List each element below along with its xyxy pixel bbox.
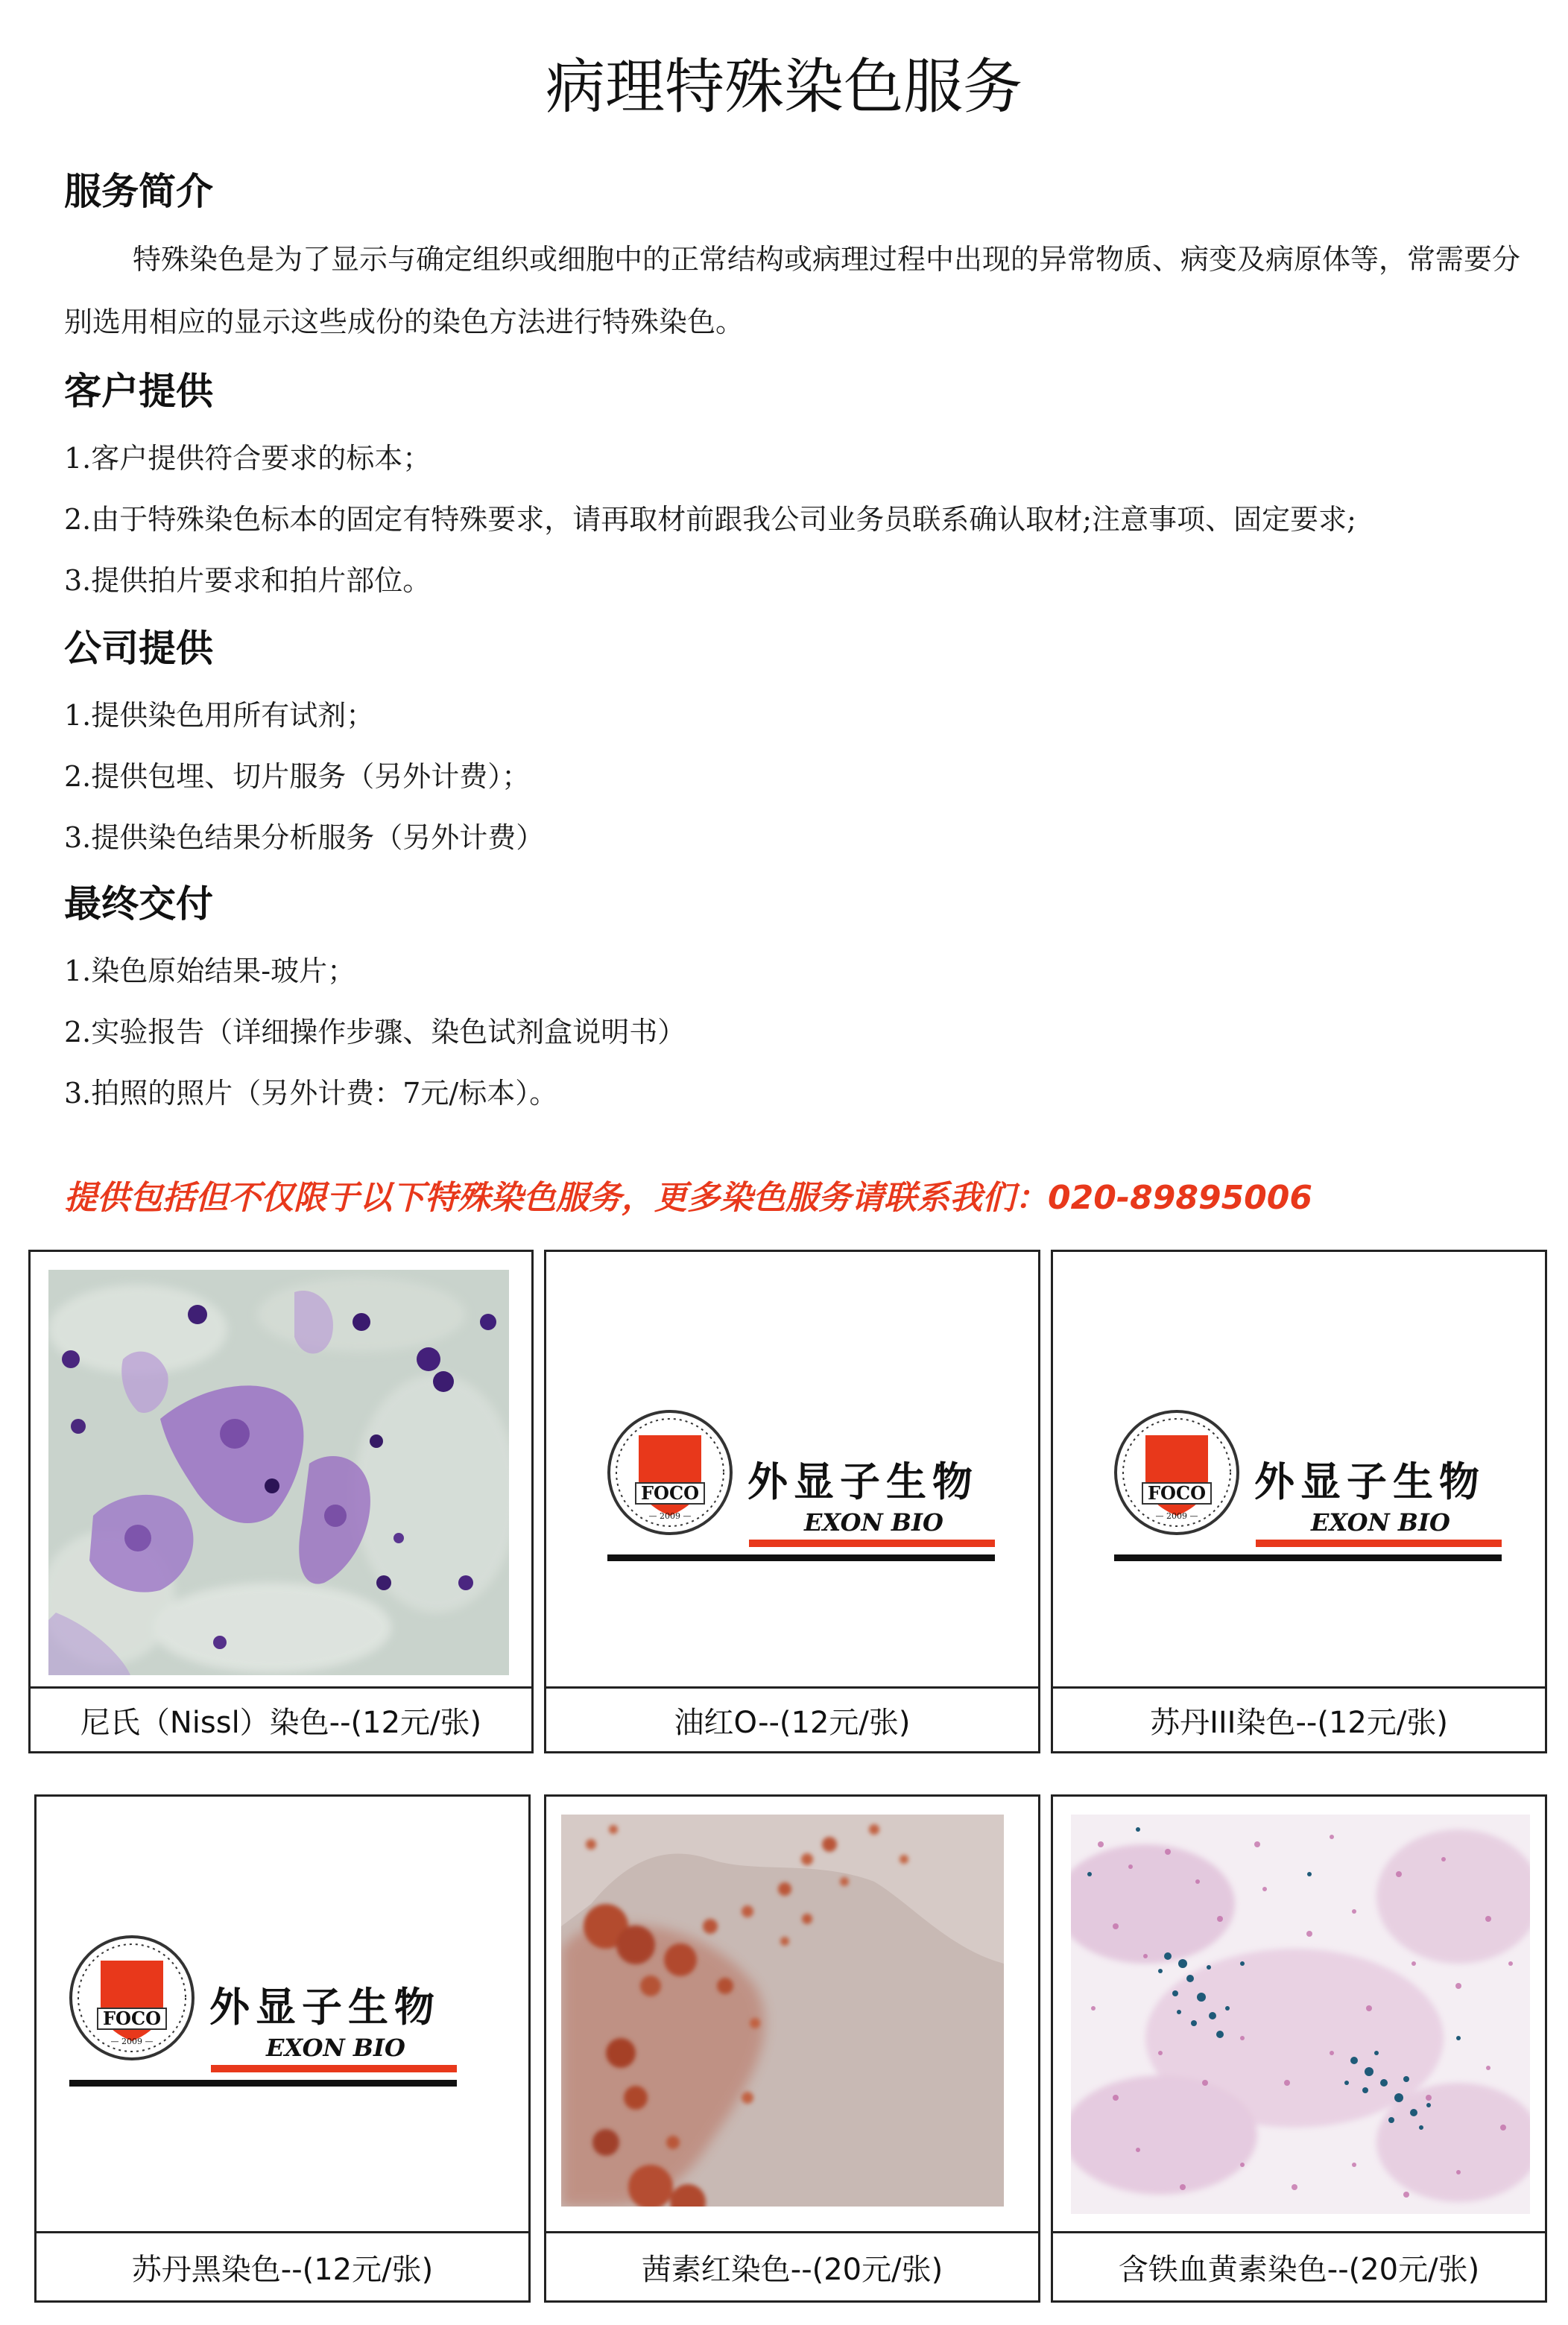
logo-black-bar: [1114, 1554, 1502, 1561]
stain-card-sudan-black: [34, 1794, 531, 2303]
intro-text: 特殊染色是为了显示与确定组织或细胞中的正常结构或病理过程中出现的异常物质、病变及病原体等，常需要分别选用相应的显示这些成份的染色方法进行特殊染色。: [64, 243, 1521, 338]
nissl-stain-photo: [48, 1270, 509, 1675]
customer-section: [64, 365, 1525, 611]
delivery-heading: 最终交付: [64, 882, 213, 926]
delivery-item: 1.染色原始结果-玻片；: [64, 955, 356, 987]
logo-cn-text: 外显子生物: [209, 1984, 440, 2031]
intro-section: [64, 165, 1525, 353]
hemosiderin-stain-photo: [1071, 1815, 1530, 2214]
stain-card-alizarin-red: [544, 1794, 1040, 2303]
delivery-section: [64, 878, 1525, 1124]
logo-red-bar: [211, 2065, 457, 2072]
logo-en-text: EXON BIO: [804, 1508, 943, 1537]
svg-text:— 2009 —: — 2009 —: [1155, 1511, 1198, 1521]
svg-text:FOCO: FOCO: [103, 2008, 161, 2029]
contact-notice: 提供包括但不仅限于以下特殊染色服务，更多染色服务请联系我们：020-89895006: [64, 1179, 1313, 1217]
delivery-item: 2.实验报告（详细操作步骤、染色试剂盒说明书）: [64, 1016, 686, 1048]
company-section: [64, 622, 1525, 868]
foco-seal-icon: [1110, 1405, 1251, 1547]
stain-card-nissl: [28, 1250, 534, 1753]
foco-seal-icon: [603, 1405, 745, 1547]
stain-caption: 苏丹III染色--(12元/张): [1053, 1686, 1545, 1751]
svg-text:FOCO: FOCO: [1148, 1482, 1206, 1504]
stain-card-hemosiderin: [1051, 1794, 1547, 2303]
stain-caption: 尼氏（Nissl）染色--(12元/张): [31, 1686, 531, 1751]
delivery-item: 3.拍照的照片（另外计费：7元/标本）。: [64, 1077, 558, 1110]
stain-card-sudan-iii: [1051, 1250, 1547, 1753]
company-item: 1.提供染色用所有试剂；: [64, 699, 375, 732]
logo-en-text: EXON BIO: [1311, 1508, 1450, 1537]
intro-heading: 服务简介: [64, 170, 213, 213]
alizarin-red-photo: [561, 1815, 1004, 2207]
customer-heading: 客户提供: [64, 370, 213, 413]
company-item: 3.提供染色结果分析服务（另外计费）: [64, 821, 545, 854]
logo-cn-text: 外显子生物: [1254, 1458, 1485, 1505]
stain-caption: 苏丹黑染色--(12元/张): [37, 2231, 528, 2300]
company-heading: 公司提供: [64, 627, 213, 670]
svg-text:— 2009 —: — 2009 —: [110, 2037, 154, 2046]
stain-card-oil-red-o: [544, 1250, 1040, 1753]
customer-item: 1.客户提供符合要求的标本；: [64, 442, 431, 475]
logo-black-bar: [69, 2080, 457, 2087]
logo-black-bar: [607, 1554, 995, 1561]
stain-caption: 茜素红染色--(20元/张): [546, 2231, 1038, 2300]
customer-item: 3.提供拍片要求和拍片部位。: [64, 564, 431, 597]
exon-bio-logo: [1110, 1405, 1505, 1554]
foco-seal-icon: [65, 1931, 206, 2072]
stain-caption: 油红O--(12元/张): [546, 1686, 1038, 1751]
stain-caption: 含铁血黄素染色--(20元/张): [1053, 2231, 1545, 2300]
exon-bio-logo: [603, 1405, 998, 1554]
svg-text:— 2009 —: — 2009 —: [648, 1511, 692, 1521]
logo-red-bar: [1256, 1540, 1502, 1547]
logo-en-text: EXON BIO: [266, 2034, 405, 2062]
company-item: 2.提供包埋、切片服务（另外计费）；: [64, 760, 531, 793]
logo-cn-text: 外显子生物: [747, 1458, 979, 1505]
exon-bio-logo: [65, 1931, 460, 2095]
svg-text:FOCO: FOCO: [641, 1482, 699, 1504]
logo-red-bar: [749, 1540, 995, 1547]
customer-item: 2.由于特殊染色标本的固定有特殊要求，请再取材前跟我公司业务员联系确认取材;注意事项、固定要求;: [64, 503, 1356, 536]
page-title: 病理特殊染色服务: [546, 52, 1022, 121]
